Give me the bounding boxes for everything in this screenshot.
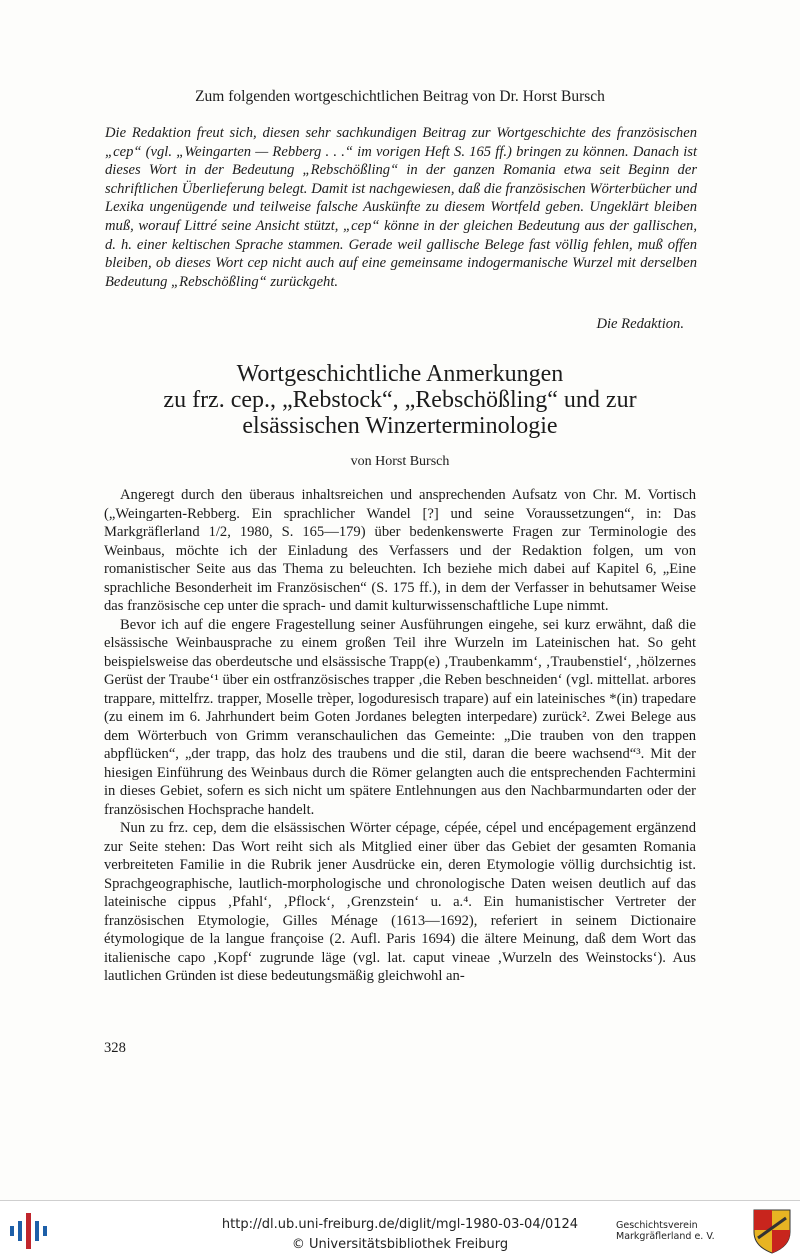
editorial-signature: Die Redaktion. (596, 316, 684, 332)
title-line-3: elsässischen Winzerterminologie (242, 413, 558, 439)
source-url-link[interactable]: http://dl.ub.uni-freiburg.de/diglit/mgl-1980-03-04/0124 (221, 1217, 579, 1232)
editorial-note: Die Redaktion freut sich, diesen sehr sachkundigen Beitrag zur Wortgeschichte des französischen „cep“ (vgl. „Weingarten — Rebberg . . .“ im vorigen Heft S. 165 ff.) bringen zu können. Danach ist dieses Wort in der Bedeutung „Rebschößling“ in der ganzen Romania etwa seit Beginn der schriftlichen Überlieferung belegt. Damit ist nachgewiesen, daß die französischen Wörterbücher und Lexika ungenügende und teilweise falsche Auskünfte zu diesem Wortfeld geben. Ungeklärt bleiben muß, worauf Littré seine Ansicht stützt, „cep“ könne in der gleichen Bedeutung aus der gallischen, d. h. einer keltischen Sprache stammen. Gerade weil gallische Belege fast völlig fehlen, muß offen bleiben, ob dieses Wort cep nicht auch auf eine gemeinsame indogermanische Wurzel mit derselben Bedeutung „Rebschößling“ zurückgeht. (105, 125, 697, 290)
paragraph: Angeregt durch den überaus inhaltsreichen und ansprechenden Aufsatz von Chr. M. Vortisch („Weingarten-Rebberg. Ein sprachlicher Wandel [?] und seine Voraussetzungen“, in: Das Markgräflerland 1/2, 1980, S. 165—179) über bedenkenswerte Fragen zur Terminologie des Weinbaus, möchte ich der Einladung des Verfassers und der Redaktion folgen, um von romanistischer Seite aus das Thema zu beleuchten. Ich beziehe mich dabei auf Kapitel 6, „Eine sprachliche Besonderheit im Französischen“ (S. 175 ff.), in dem der Verfasser in behutsamer Weise das französische cep unter die sprach- und damit kulturwissenschaftliche Lupe nimmt. (104, 487, 696, 614)
title-line-1: Wortgeschichtliche Anmerkungen (236, 361, 564, 387)
paragraph: Bevor ich auf die engere Fragestellung seiner Ausführungen eingehe, sei kurz erwähnt, daß die elsässische Weinbausprache zu einem großen Teil ihre Wurzeln im Lateinischen hat. So geht beispielsweise das oberdeutsche und elsässische Trapp(e) ‚Traubenkamm‘, ‚Traubenstiel‘, ‚hölzernes Gerüst der Traube‘¹ über ein ostfranzösisches trapper ‚die Reben beschneiden‘ (vgl. mittellat. arbores trappare, mittelfrz. trapper, Moselle trèper, logoduresisch trapare) auf ein lateinisches *(in) trapedare (zu einem im 6. Jahrhundert beim Goten Jordanes belegten interpedare) zurück². Zwei Belege aus dem Wörterbuch von Grimm veranschaulichen das Gemeinte: „Die trauben von den trappen abpflücken“, „der trapp, das holz des traubens und die stil, daran die beere wachsend“³. Mit der hiesigen Einführung des Weinbaus durch die Römer gelangten auch die entsprechenden Fachtermini in dieses Gebiet, sofern es sich nicht um spätere Entlehnungen aus den Nachbarmundarten oder der französischen Hochsprache handelt. (104, 616, 696, 818)
copyright-text: © Universitätsbibliothek Freiburg (291, 1237, 509, 1252)
paragraph: Nun zu frz. cep, dem die elsässischen Wörter cépage, cépée, cépel und encépagement ergänzend zur Seite stehen: Das Wort reiht sich als Mitglied einer über das Gebiet der gesamten Romania verbreiteten Familie in die Rubrik jener Ausdrücke ein, deren Etymologie völlig durchsichtig ist. Sprachgeographische, lautlich-morphologische und chronologische Daten weisen deutlich auf das lateinische cippus ‚Pfahl‘, ‚Pflock‘, ‚Grenzstein‘ u. a.⁴. Ein humanistischer Vertreter der französischen Etymologie, Gilles Ménage (1613—1692), referiert in seinem Dictionaire étymologique de la langue françoise (2. Aufl. Paris 1694) die ältere Meinung, daß dem Wort das italienische capo ‚Kopf‘ zugrunde läge (vgl. lat. caput vineae ‚Wurzeln des Weinstocks‘). Aus lautlichen Gründen ist diese bedeutungsmäßig gleichwohl an- (104, 820, 696, 984)
coat-of-arms-icon (752, 1208, 792, 1254)
footer-bar (0, 1200, 800, 1260)
page-number: 328 (104, 1040, 126, 1056)
society-line-2: Markgräflerland e. V. (616, 1231, 715, 1242)
society-name (616, 1220, 715, 1242)
header-line: Zum folgenden wortgeschichtlichen Beitrag von Dr. Horst Bursch (195, 88, 605, 105)
title-line-2: zu frz. cep., „Rebstock“, „Rebschößling“ und zur (163, 387, 637, 413)
society-line-1: Geschichtsverein (616, 1220, 698, 1231)
article-title (0, 361, 800, 439)
article-body (104, 486, 696, 986)
byline: von Horst Bursch (350, 454, 450, 469)
